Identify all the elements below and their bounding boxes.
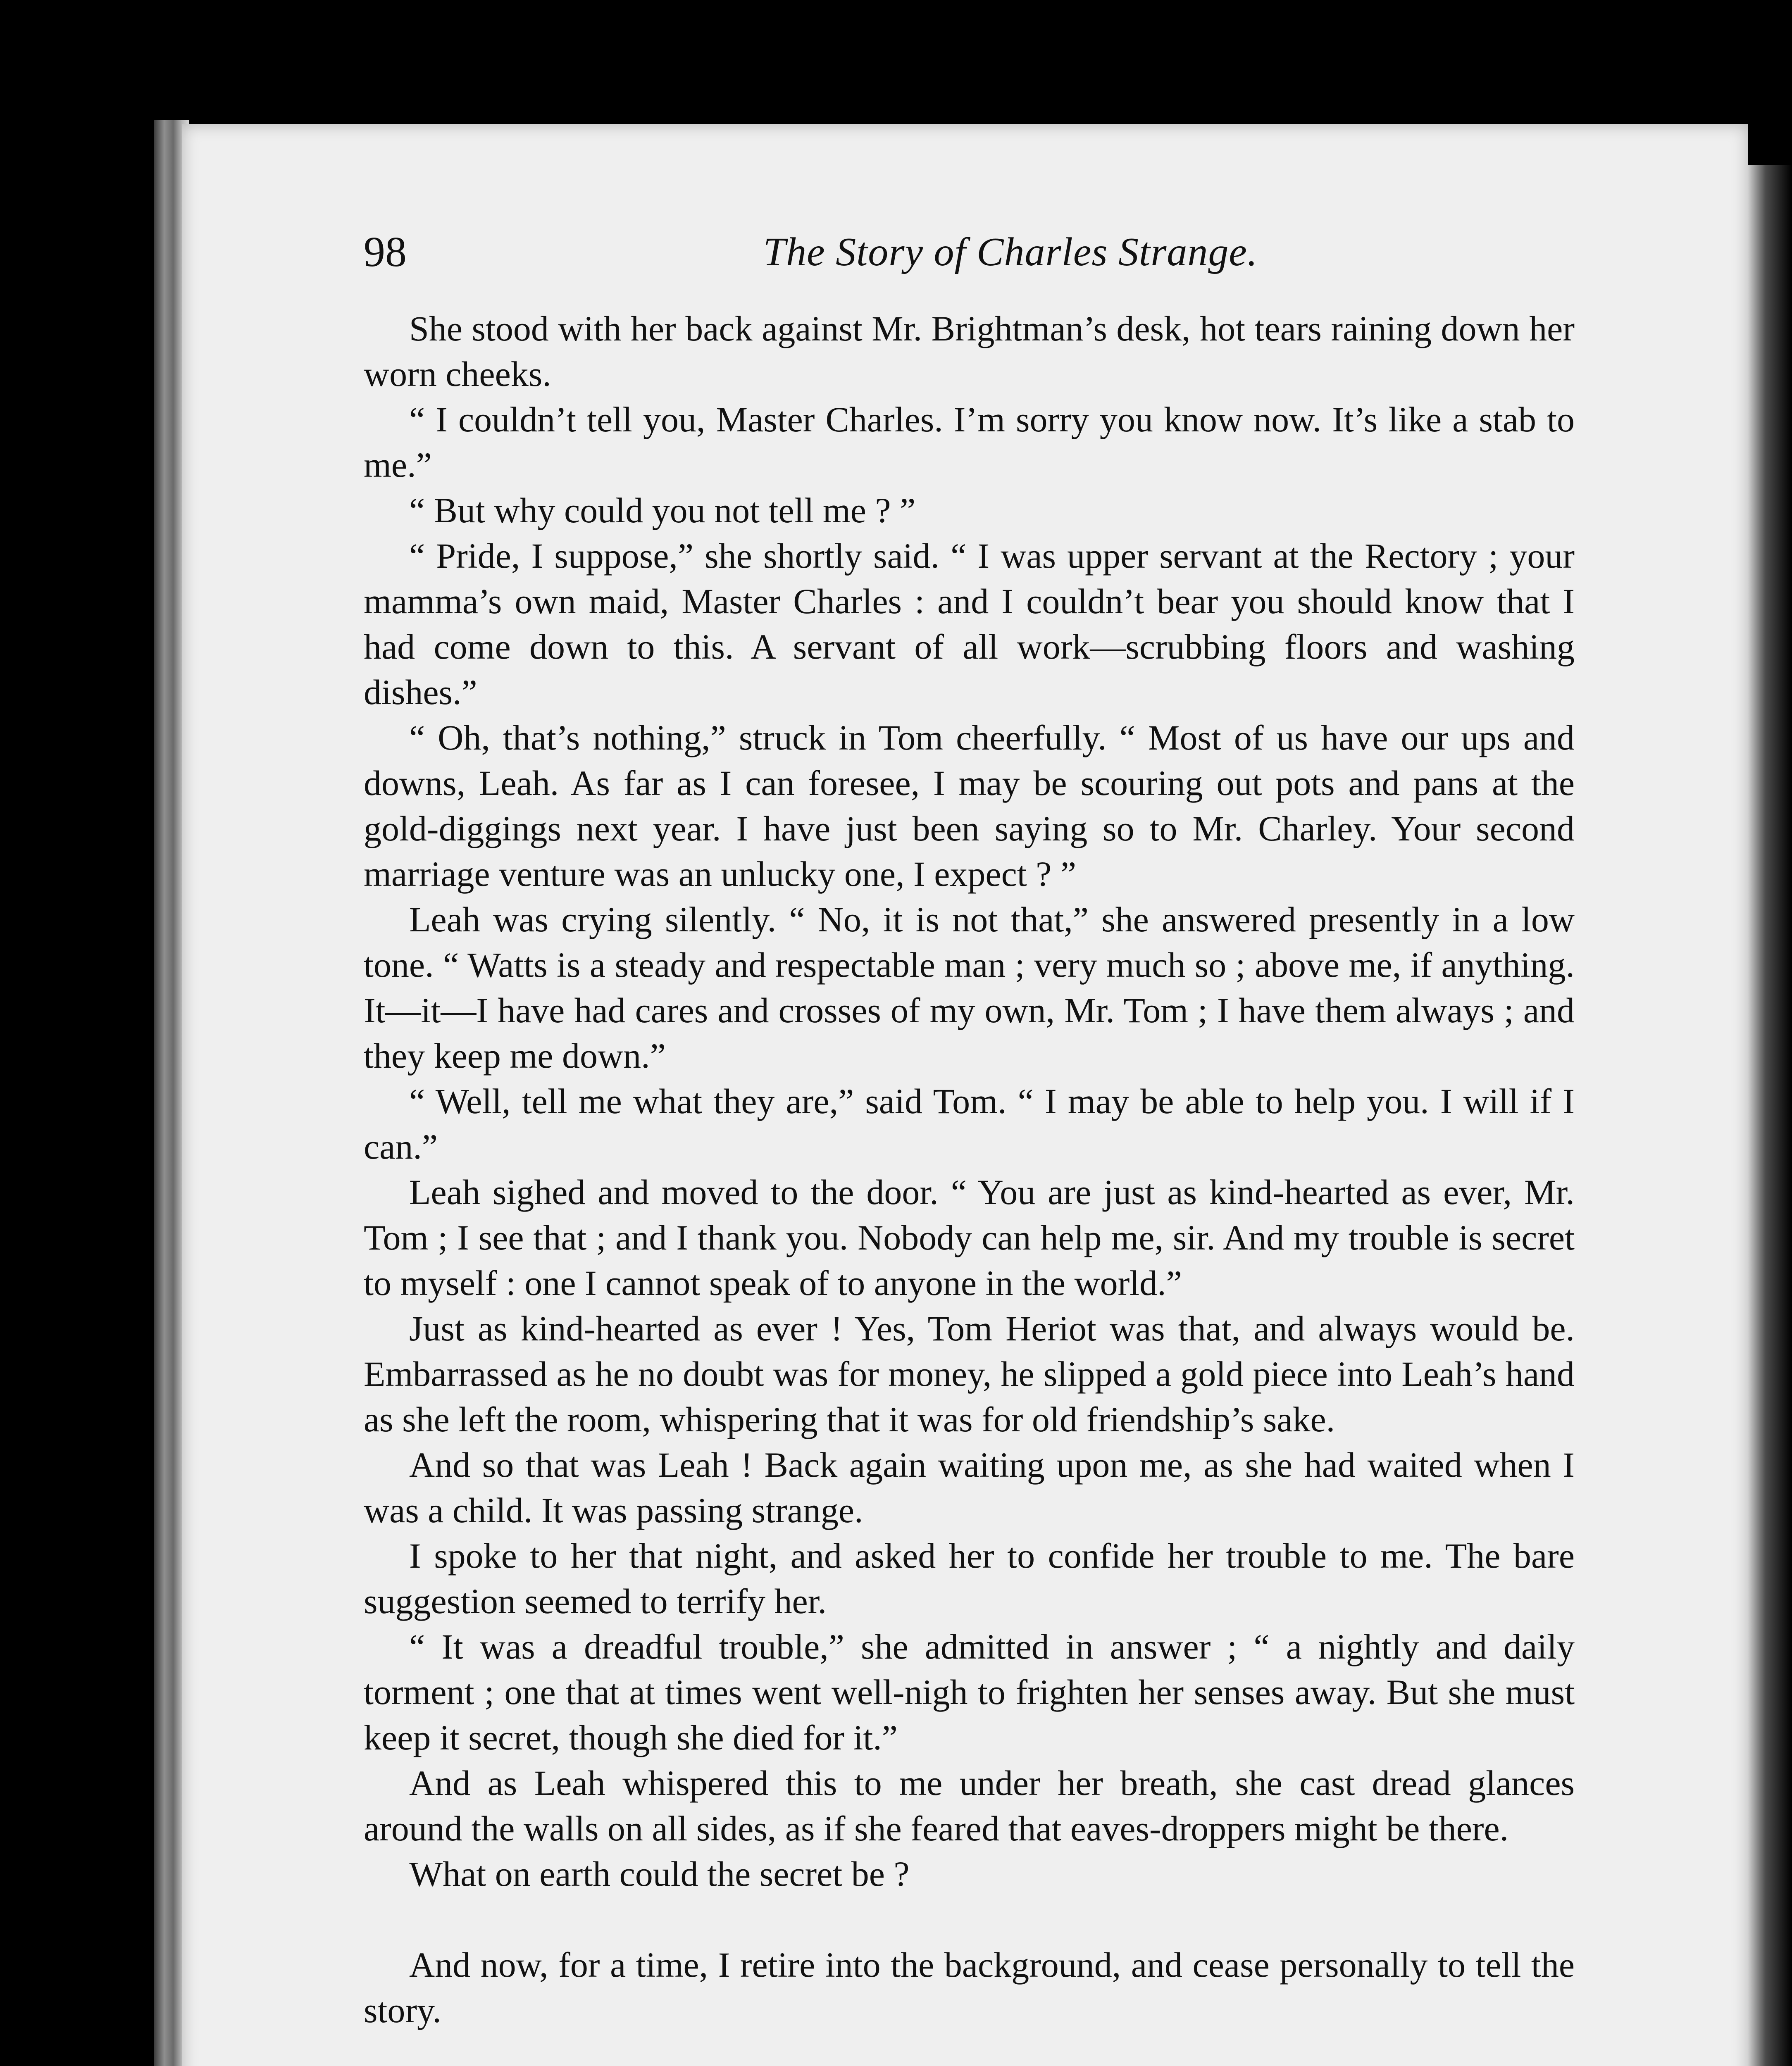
running-title: The Story of Charles Strange.	[763, 230, 1258, 274]
paragraph: “ But why could you not tell me ? ”	[409, 490, 916, 530]
page-header	[364, 219, 1657, 285]
paragraph: I spoke to her that night, and asked her to confide her trouble to me. The bare suggestion seemed to terrify her.	[364, 1536, 1575, 1621]
paragraph: Leah sighed and moved to the door. “ You are just as kind-hearted as ever, Mr. Tom ; I see that ; and I thank you. Nobody can help me, sir. And my trouble is secret to myself : one I cannot speak of to anyone in the world.”	[364, 1172, 1575, 1303]
paragraph: Leah was crying silently. “ No, it is not that,” she answered presently in a low tone. “ Watts is a steady and respectable man ; very much so ; above me, if anything. It—it—I have had cares and crosses of my own, Mr. Tom ; I have them always ; and they keep me down.”	[364, 900, 1575, 1076]
paragraph: She stood with her back against Mr. Brightman’s desk, hot tears raining down her worn cheeks.	[364, 309, 1575, 394]
paragraph: “ Well, tell me what they are,” said Tom. “ I may be able to help you. I will if I can.”	[364, 1081, 1575, 1166]
closing-paragraph: And now, for a time, I retire into the background, and cease personally to tell the story.	[364, 1945, 1575, 2030]
paragraph: “ I couldn’t tell you, Master Charles. I’m sorry you know now. It’s like a stab to me.”	[364, 400, 1575, 485]
paragraph: And so that was Leah ! Back again waiting upon me, as she had waited when I was a child. It was passing strange.	[364, 1445, 1575, 1530]
adjacent-page-edge	[1748, 165, 1792, 2066]
paragraph: “ It was a dreadful trouble,” she admitted in answer ; “ a nightly and daily torment ; one that at times went well-nigh to frighten her senses away. But she must keep it secret, though she died for it.”	[364, 1627, 1575, 1757]
paragraph: Just as kind-hearted as ever ! Yes, Tom Heriot was that, and always would be. Embarrassed as he no doubt was for money, he slipped a gold piece into Leah’s hand as she left the room, whispering that it was for old friendship’s sake.	[364, 1309, 1575, 1439]
paragraph: And as Leah whispered this to me under her breath, she cast dread glances around the walls on all sides, as if she feared that eaves-droppers might be there.	[364, 1763, 1575, 1848]
paragraph: “ Pride, I suppose,” she shortly said. “ I was upper servant at the Rectory ; your mamma’s own maid, Master Charles : and I couldn’t bear you should know that I had come down to this. A servant of all work—scrubbing floors and washing dishes.”	[364, 536, 1575, 712]
paragraph: What on earth could the secret be ?	[409, 1854, 910, 1894]
page-number: 98	[364, 228, 407, 276]
body-text	[364, 306, 1575, 2033]
section-break	[364, 1897, 1575, 1942]
paragraph: “ Oh, that’s nothing,” struck in Tom cheerfully. “ Most of us have our ups and downs, Leah. As far as I can foresee, I may be scouring out pots and pans at the gold-diggings next year. I have just been saying so to Mr. Charley. Your second marriage venture was an unlucky one, I expect ? ”	[364, 718, 1575, 894]
